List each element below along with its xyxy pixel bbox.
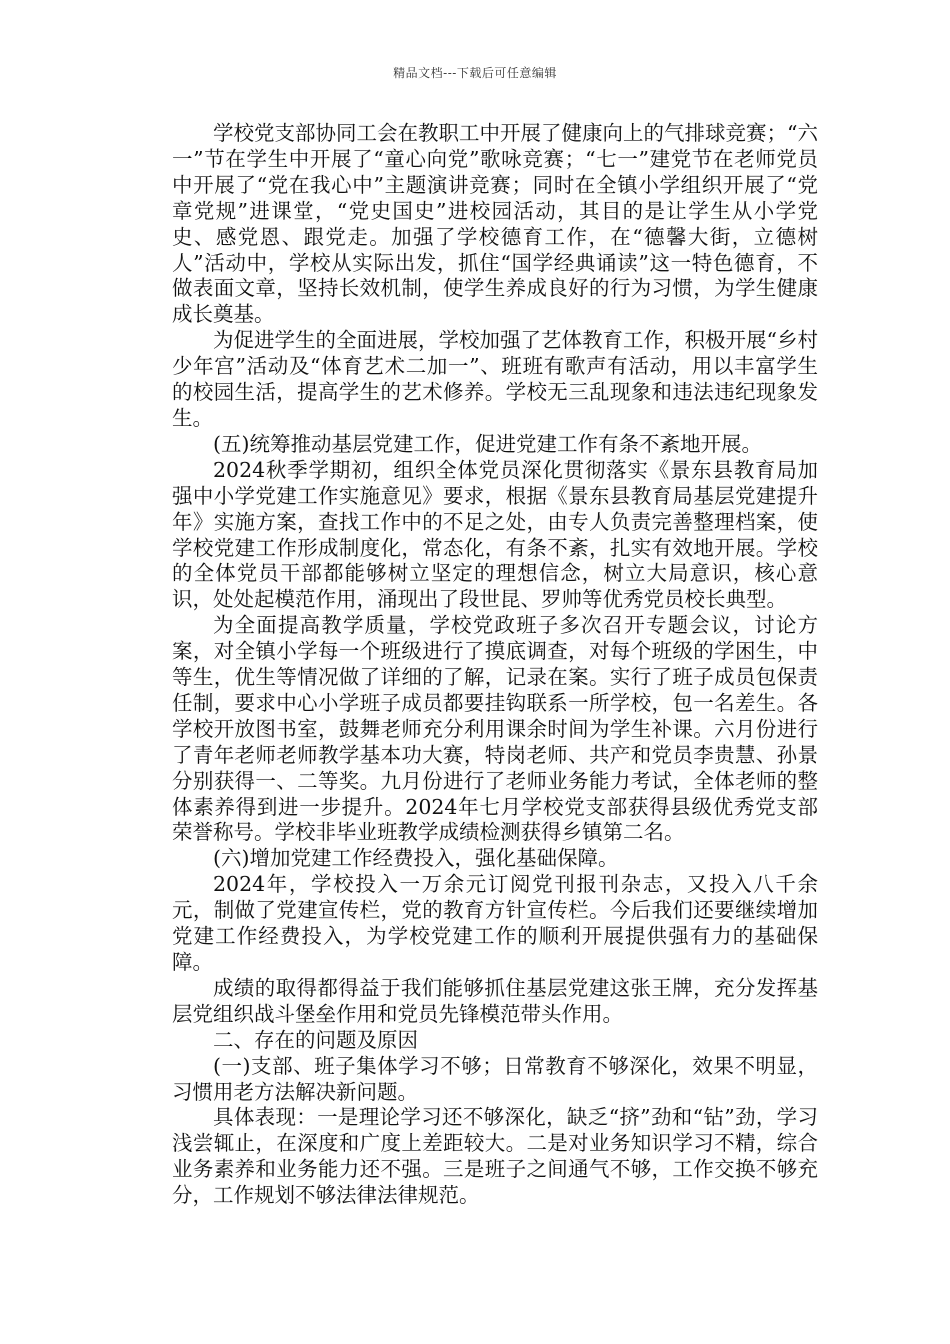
paragraph-achievements: 成绩的取得都得益于我们能够抓住基层党建这张王牌，充分发挥基层党组织战斗堡垒作用和党员先锋模范带头作用。 (172, 975, 818, 1026)
page-header: 精品文档---下载后可任意编辑 (393, 66, 557, 80)
paragraph-teaching-quality: 为全面提高教学质量，学校党政班子多次召开专题会议，讨论方案，对全镇小学每一个班级进行了摸底调查，对每个班级的学困生，中等生，优生等情况做了详细的了解，记录在案。实行了班子成员包保责任制，要求中心小学班子成员都要挂钩联系一所学校，包一名差生。各学校开放图书室，鼓舞老师充分利用课余时间为学生补课。六月份进行了青年老师老师教学基本功大赛，特岗老师、共产和党员李贵慧、孙景分别获得一、二等奖。九月份进行了老师业务能力考试，全体老师的整体素养得到进一步提升。2024年七月学校党支部获得县级优秀党支部荣誉称号。学校非毕业班教学成绩检测获得乡镇第二名。 (172, 613, 818, 845)
subheading-study-insufficient: (一)支部、班子集体学习不够；日常教育不够深化，效果不明显，习惯用老方法解决新问题。 (172, 1053, 818, 1104)
section-heading-problems: 二、存在的问题及原因 (213, 1027, 418, 1052)
section-heading-5: (五)统筹推动基层党建工作，促进党建工作有条不紊地开展。 (213, 431, 762, 456)
paragraph-moral-education: 学校党支部协同工会在教职工中开展了健康向上的气排球竞赛；“六一”节在学生中开展了“童心向党”歌咏竞赛；“七一”建党节在老师党员中开展了“党在我心中”主题演讲竞赛；同时在全镇小学组织开展了“党章党规”进课堂，“党史国史”进校园活动，其目的是让学生从小学党史、感党恩、跟党走。加强了学校德育工作，在“德馨大街，立德树人”活动中，学校从实际出发，抓住“国学经典诵读”这一特色德育，不做表面文章，坚持长效机制，使学生养成良好的行为习惯，为学生健康成长奠基。 (172, 121, 818, 327)
paragraph-funding: 2024年，学校投入一万余元订阅党刊报刊杂志，又投入八千余元，制做了党建宣传栏，党的教育方针宣传栏。今后我们还要继续增加党建工作经费投入，为学校党建工作的顺利开展提供强有力的基础保障。 (172, 872, 818, 974)
paragraph-party-building: 2024秋季学期初，组织全体党员深化贯彻落实《景东县教育局加强中小学党建工作实施意见》要求，根据《景东县教育局基层党建提升年》实施方案，查找工作中的不足之处，由专人负责完善整理档案，使学校党建工作形成制度化，常态化，有条不紊，扎实有效地开展。学校的全体党员干部都能够树立坚定的理想信念，树立大局意识，核心意识，处处起模范作用，涌现出了段世昆、罗帅等优秀党员校长典型。 (172, 457, 818, 612)
document-body (172, 121, 818, 1209)
paragraph-arts-sports: 为促进学生的全面进展，学校加强了艺体教育工作，积极开展“乡村少年宫”活动及“体育艺术二加一”、班班有歌声有活动，用以丰富学生的校园生活，提高学生的艺术修养。学校无三乱现象和违法违纪现象发生。 (172, 328, 818, 430)
paragraph-specific-manifestations: 具体表现：一是理论学习还不够深化，缺乏“挤”劲和“钻”劲，学习浅尝辄止，在深度和广度上差距较大。二是对业务知识学习不精，综合业务素养和业务能力还不强。三是班子之间通气不够，工作交换不够充分，工作规划不够法律法律规范。 (172, 1105, 818, 1208)
section-heading-6: (六)增加党建工作经费投入，强化基础保障。 (213, 846, 619, 871)
